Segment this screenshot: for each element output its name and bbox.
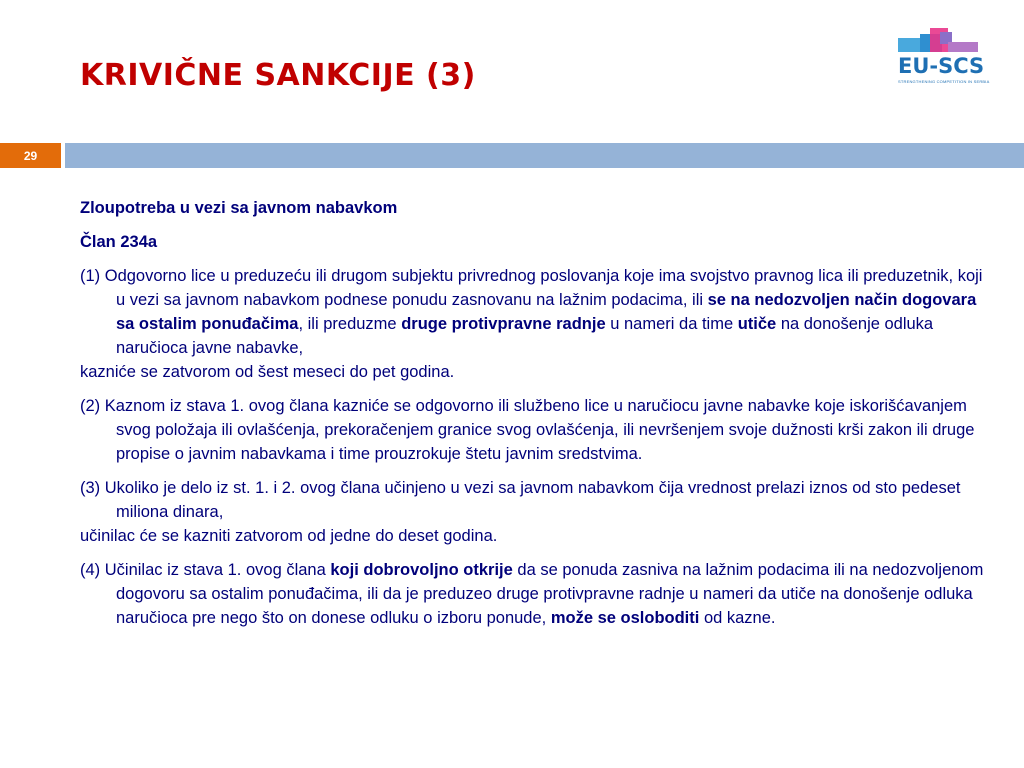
logo-name: EU-SCS [898, 54, 985, 78]
logo-block [898, 38, 920, 52]
paragraph-2: (2) Kaznom iz stava 1. ovog člana kazniće se odgovorno ili službeno lice u naručiocu javne nabavke koje iskorišćavanjem svog položaja ili ovlašćenja, prekoračenjem granice svog ovlašćenja, ili nevršenjem svoje dužnosti krši zakon ili druge propise o javnim nabavkama i time prouzrokuje štetu javnim sredstvima. [80, 397, 975, 463]
slide-body [80, 196, 985, 640]
paragraph-1: (1) Odgovorno lice u preduzeću ili drugom subjektu privrednog poslovanja koje ima svojstvo pravnog lica ili preduzetnik, koji u vezi sa javnom nabavkom podnese ponudu zasnovanu na lažnim podacima, ili se na nedozvoljen način dogovara sa ostalim ponuđačima, ili preduzme druge protivpravne radnje u nameri da time utiče na donošenje odluka naručioca javne nabavke, kazniće se zatvorom od šest meseci do pet godina. [80, 267, 983, 381]
paragraph-3: (3) Ukoliko je delo iz st. 1. i 2. ovog člana učinjeno u vezi sa javnom nabavkom čija vrednost prelazi iznos od sto pedeset miliona dinara, učinilac će se kazniti zatvorom od jedne do deset godina. [80, 479, 961, 545]
section-heading: Zloupotreba u vezi sa javnom nabavkom [80, 199, 398, 217]
header-bar [65, 143, 1024, 168]
slide-number: 29 [0, 143, 61, 168]
paragraph-4: (4) Učinilac iz stava 1. ovog člana koji dobrovoljno otkrije da se ponuda zasniva na lažnim podacima ili na nedozvoljenom dogovoru sa ostalim ponuđačima, ili da je preduzeo druge protivpravne radnje u nameri da utiče na donošenje odluka naručioca pre nego što on donese odluku o izboru ponude, može se osloboditi od kazne. [80, 561, 984, 627]
article-label: Član 234a [80, 233, 158, 251]
logo-tagline: STRENGTHENING COMPETITION IN SERBIA [898, 79, 990, 84]
slide-title: KRIVIČNE SANKCIJE (3) [80, 58, 476, 93]
eu-scs-logo [896, 26, 992, 88]
logo-block [948, 42, 978, 52]
